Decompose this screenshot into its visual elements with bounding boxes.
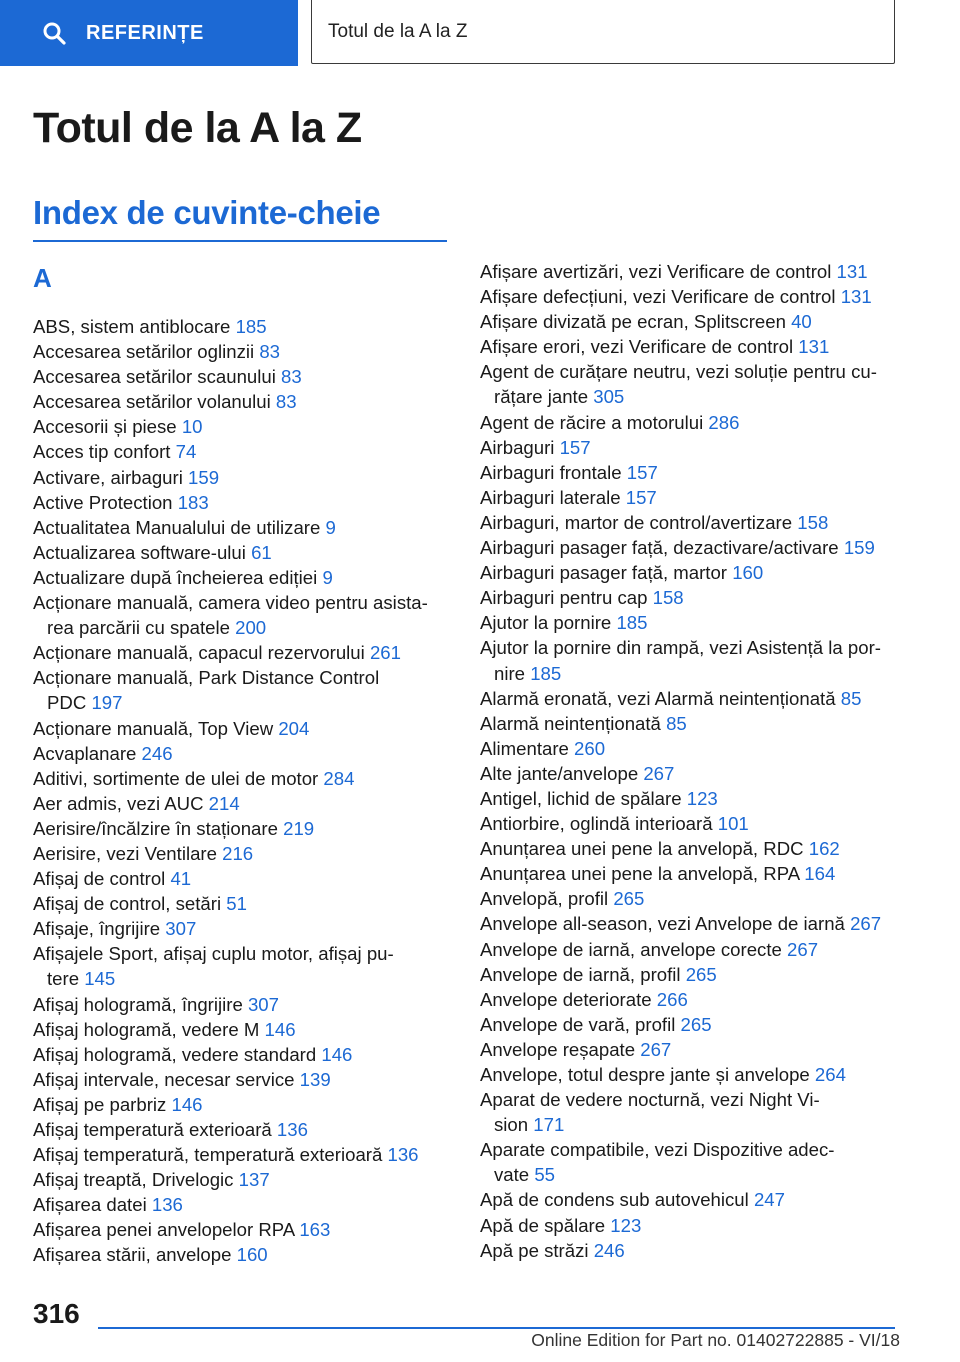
page-link[interactable]: 267 <box>850 913 882 935</box>
index-entry <box>33 1242 443 1267</box>
page-link[interactable]: 200 <box>235 617 267 639</box>
index-entry <box>33 1067 443 1092</box>
index-entry <box>480 811 900 836</box>
page-link[interactable]: 159 <box>843 537 875 559</box>
entry-text: Anvelope de iarnă, anvelope corecte <box>480 938 782 960</box>
page-link[interactable]: 216 <box>222 842 254 864</box>
index-entry <box>33 1167 443 1192</box>
entry-text: Antiorbire, oglindă interioară <box>480 813 713 835</box>
entry-text: Afișare divizată pe ecran, Splitscreen <box>480 311 786 333</box>
index-entry <box>480 410 900 435</box>
page-link[interactable]: 246 <box>593 1239 625 1261</box>
entry-text: Apă de condens sub autovehicul <box>480 1189 749 1211</box>
page-link[interactable]: 171 <box>533 1114 565 1136</box>
page-link[interactable]: 197 <box>91 692 123 714</box>
index-entry <box>480 334 900 359</box>
index-entry <box>480 686 900 711</box>
index-entry <box>480 987 900 1012</box>
page-link[interactable]: 101 <box>717 813 749 835</box>
page-link[interactable]: 183 <box>177 491 209 513</box>
entry-text: Afișaj treaptă, Drivelogic <box>33 1169 234 1191</box>
section-divider <box>33 240 447 242</box>
index-entry <box>480 1238 900 1263</box>
entry-text: Anunțarea unei pene la anvelopă, RPA <box>480 863 800 885</box>
entry-text: Anvelope deteriorate <box>480 988 652 1010</box>
page-link[interactable]: 139 <box>299 1068 331 1090</box>
page-link[interactable]: 55 <box>534 1164 556 1186</box>
page-link[interactable]: 267 <box>643 762 675 784</box>
index-entry <box>33 992 443 1017</box>
entry-text: Agent de curățare neutru, vezi soluție pentru cu- <box>480 361 877 383</box>
index-entry <box>480 284 900 309</box>
page-link[interactable]: 305 <box>593 386 625 408</box>
page-link[interactable]: 146 <box>321 1043 353 1065</box>
entry-text: Afișajele Sport, afișaj cuplu motor, afișaj pu- <box>33 943 394 965</box>
page-link[interactable]: 74 <box>175 441 197 463</box>
page-link[interactable]: 145 <box>84 968 116 990</box>
page-link[interactable]: 123 <box>686 787 718 809</box>
index-letter: A <box>33 263 52 293</box>
header-bar <box>0 0 960 68</box>
index-entry <box>33 515 443 540</box>
index-entry <box>33 1092 443 1117</box>
index-entry <box>33 439 443 464</box>
index-entry <box>33 465 443 490</box>
index-entry <box>33 891 443 916</box>
page-number: 316 <box>33 1298 80 1329</box>
entry-text: Acvaplanare <box>33 742 137 764</box>
entry-text: Antigel, lichid de spălare <box>480 787 682 809</box>
page-link[interactable]: 163 <box>299 1219 331 1241</box>
index-entry <box>480 510 900 535</box>
entry-text: Actualitatea Manualului de utilizare <box>33 516 321 538</box>
entry-text: Airbaguri pasager față, dezactivare/activare <box>480 537 839 559</box>
index-entry <box>480 1012 900 1037</box>
entry-text: Aerisire, vezi Ventilare <box>33 842 217 864</box>
index-entry <box>33 640 443 665</box>
entry-text: Anvelope all-season, vezi Anvelope de iarnă <box>480 913 845 935</box>
references-tab[interactable] <box>0 0 298 66</box>
page-link[interactable]: 247 <box>753 1189 785 1211</box>
entry-text: Acționare manuală, camera video pentru asista- <box>33 592 428 614</box>
entry-text: Accesarea setărilor scaunului <box>33 366 276 388</box>
entry-text: Afișarea stării, anvelope <box>33 1244 232 1266</box>
index-column-right <box>480 259 900 1263</box>
entry-text: Afișaj pe parbriz <box>33 1093 167 1115</box>
page-link[interactable]: 307 <box>247 993 279 1015</box>
entry-text: Active Protection <box>33 491 173 513</box>
entry-text: Acces tip confort <box>33 441 171 463</box>
page-link[interactable]: 261 <box>369 642 401 664</box>
entry-text: ABS, sistem antiblocare <box>33 316 231 337</box>
index-entry <box>33 414 443 439</box>
page-link[interactable]: 83 <box>259 341 281 363</box>
breadcrumb[interactable]: Totul de la A la Z <box>311 0 895 64</box>
page-link[interactable]: 157 <box>626 461 658 483</box>
index-entry <box>480 836 900 861</box>
entry-text: Activare, airbaguri <box>33 466 183 488</box>
entry-text: Agent de răcire a motorului <box>480 411 704 433</box>
entry-text: Acționare manuală, Top View <box>33 717 274 739</box>
edition-text: Online Edition for Part no. 01402722885 - VI/18 <box>531 1330 900 1350</box>
page-link[interactable]: 159 <box>188 466 220 488</box>
index-entry <box>33 490 443 515</box>
entry-text: Afișare avertizări, vezi Verificare de control <box>480 261 832 282</box>
entry-text: Airbaguri <box>480 436 555 458</box>
footer-divider <box>98 1327 895 1329</box>
page-link[interactable]: 146 <box>171 1093 203 1115</box>
index-entry <box>480 535 900 560</box>
entry-text-continued: PDC <box>47 692 87 714</box>
entry-text: Afișaj temperatură, temperatură exterioară <box>33 1144 383 1166</box>
entry-text-continued: vate <box>494 1164 530 1186</box>
page-link[interactable]: 158 <box>797 511 829 533</box>
page-link[interactable]: 185 <box>235 316 267 337</box>
page-link[interactable]: 267 <box>640 1038 672 1060</box>
page-link[interactable]: 160 <box>732 562 764 584</box>
index-entry <box>33 1217 443 1242</box>
page-title: Totul de la A la Z <box>33 104 362 152</box>
page-link[interactable]: 265 <box>680 1013 712 1035</box>
page-link[interactable]: 307 <box>165 918 197 940</box>
entry-text: Accesarea setărilor oglinzii <box>33 341 255 363</box>
entry-text: Actualizare după încheierea ediției <box>33 566 318 588</box>
entry-text: Afișaj hologramă, vedere M <box>33 1018 260 1040</box>
index-entry <box>480 886 900 911</box>
index-entry <box>33 364 443 389</box>
index-entry <box>33 816 443 841</box>
entry-text: Afișaje, îngrijire <box>33 918 161 940</box>
page-link[interactable]: 185 <box>530 662 562 684</box>
entry-text: Anunțarea unei pene la anvelopă, RDC <box>480 838 804 860</box>
index-entry <box>480 435 900 460</box>
page-link[interactable]: 85 <box>840 687 862 709</box>
page-link[interactable]: 137 <box>238 1169 270 1191</box>
index-entry <box>33 916 443 941</box>
entry-text: Afișarea datei <box>33 1194 147 1216</box>
page-link[interactable]: 131 <box>798 336 830 358</box>
page-link[interactable]: 157 <box>625 486 657 508</box>
entry-text: Acționare manuală, Park Distance Control <box>33 667 380 689</box>
index-entry <box>33 1117 443 1142</box>
page-link[interactable]: 266 <box>656 988 688 1010</box>
page-link[interactable]: 9 <box>322 566 333 588</box>
index-entry <box>480 1213 900 1238</box>
page-link[interactable]: 284 <box>323 767 355 789</box>
page-link[interactable]: 83 <box>281 366 302 388</box>
page-link[interactable]: 265 <box>613 888 645 910</box>
index-entry <box>480 911 900 936</box>
entry-text: Airbaguri laterale <box>480 486 621 508</box>
entry-text: Accesorii și piese <box>33 416 177 438</box>
index-entry <box>33 1017 443 1042</box>
index-entry <box>480 761 900 786</box>
index-entry <box>480 560 900 585</box>
index-entry <box>33 1142 443 1167</box>
references-label: REFERINȚE <box>86 21 204 44</box>
index-entry <box>480 635 900 685</box>
entry-text: Acționare manuală, capacul rezervorului <box>33 642 365 664</box>
entry-text: Anvelope de iarnă, profil <box>480 963 681 985</box>
page-link[interactable]: 286 <box>708 411 740 433</box>
page-link[interactable]: 10 <box>181 416 203 438</box>
entry-text-continued: rățare jante <box>494 386 589 408</box>
index-entry <box>480 786 900 811</box>
entry-text: Actualizarea software-ului <box>33 541 246 563</box>
index-list-right <box>480 259 900 1263</box>
index-entry <box>33 766 443 791</box>
page-link[interactable]: 265 <box>685 963 717 985</box>
page-link[interactable]: 131 <box>836 261 868 282</box>
index-entry <box>480 1062 900 1087</box>
index-entry <box>33 866 443 891</box>
entry-text: Airbaguri frontale <box>480 461 622 483</box>
entry-text: Aditivi, sortimente de ulei de motor <box>33 767 319 789</box>
index-entry <box>480 962 900 987</box>
index-entry <box>33 339 443 364</box>
page-link[interactable]: 246 <box>141 742 173 764</box>
page-link[interactable]: 214 <box>208 792 240 814</box>
entry-text: Ajutor la pornire <box>480 612 612 634</box>
entry-text: Accesarea setărilor volanului <box>33 391 271 413</box>
entry-text: Afișarea penei anvelopelor RPA <box>33 1219 295 1241</box>
page-link[interactable]: 219 <box>283 817 315 839</box>
entry-text: Afișaj hologramă, vedere standard <box>33 1043 317 1065</box>
page-link[interactable]: 51 <box>226 893 247 915</box>
index-entry <box>480 359 900 409</box>
index-column-left <box>33 264 443 1268</box>
index-entry <box>480 585 900 610</box>
index-entry <box>480 861 900 886</box>
entry-text: Alimentare <box>480 737 569 759</box>
entry-text: Anvelopă, profil <box>480 888 609 910</box>
index-entry <box>33 389 443 414</box>
index-entry <box>33 841 443 866</box>
entry-text: Aparat de vedere nocturnă, vezi Night Vi- <box>480 1089 820 1111</box>
page-link[interactable]: 123 <box>610 1214 642 1236</box>
index-entry <box>480 1137 900 1187</box>
entry-text: Aparate compatibile, vezi Dispozitive adec- <box>480 1139 835 1161</box>
index-entry <box>480 1187 900 1212</box>
entry-text: Alte jante/anvelope <box>480 762 639 784</box>
entry-text: Aerisire/încălzire în staționare <box>33 817 278 839</box>
index-entry <box>33 540 443 565</box>
page-link[interactable]: 146 <box>264 1018 296 1040</box>
entry-text: Afișaj de control <box>33 868 166 890</box>
page-link[interactable]: 61 <box>251 541 272 563</box>
entry-text-continued: rea parcării cu spatele <box>47 617 230 639</box>
index-entry <box>33 791 443 816</box>
entry-text: Afișare erori, vezi Verificare de control <box>480 336 794 358</box>
entry-text: Anvelope reșapate <box>480 1038 636 1060</box>
page-link[interactable]: 160 <box>236 1244 268 1266</box>
search-icon <box>42 21 66 45</box>
index-entry <box>480 937 900 962</box>
page-link[interactable]: 136 <box>387 1144 419 1166</box>
page-link[interactable]: 157 <box>559 436 591 458</box>
page-link[interactable]: 136 <box>276 1119 308 1140</box>
index-entry <box>33 314 443 339</box>
page-link[interactable]: 40 <box>791 311 812 333</box>
entry-text: Apă pe străzi <box>480 1239 589 1261</box>
index-entry <box>480 259 900 284</box>
entry-text-continued: tere <box>47 968 80 990</box>
entry-text-continued: sion <box>494 1114 529 1136</box>
page-link[interactable]: 136 <box>151 1194 183 1216</box>
index-entry <box>480 1037 900 1062</box>
entry-text: Anvelope, totul despre jante și anvelope <box>480 1064 810 1085</box>
entry-text: Afișaj hologramă, îngrijire <box>33 993 243 1015</box>
index-entry <box>480 1087 900 1137</box>
entry-text: Alarmă eronată, vezi Alarmă neintenționată <box>480 687 836 709</box>
index-entry <box>33 716 443 741</box>
index-entry <box>33 665 443 715</box>
page-link[interactable]: 260 <box>574 737 606 759</box>
index-entry <box>33 565 443 590</box>
page-link[interactable]: 9 <box>325 516 336 538</box>
index-entry <box>33 590 443 640</box>
index-entry <box>480 610 900 635</box>
page-link[interactable]: 264 <box>814 1064 846 1085</box>
page-link[interactable]: 162 <box>808 838 840 860</box>
entry-text: Apă de spălare <box>480 1214 606 1236</box>
index-entry <box>480 485 900 510</box>
section-title: Index de cuvinte-cheie <box>33 194 381 231</box>
page-link[interactable]: 85 <box>666 712 687 734</box>
entry-text: Anvelope de vară, profil <box>480 1013 676 1035</box>
index-entry <box>480 736 900 761</box>
index-entry <box>33 1042 443 1067</box>
entry-text: Airbaguri, martor de control/avertizare <box>480 511 793 533</box>
page-link[interactable]: 185 <box>616 612 648 634</box>
entry-text: Afișaj de control, setări <box>33 893 222 915</box>
entry-text-continued: nire <box>494 662 526 684</box>
page-link[interactable]: 83 <box>275 391 297 413</box>
index-entry <box>480 711 900 736</box>
page-link[interactable]: 41 <box>170 868 192 890</box>
entry-text: Aer admis, vezi AUC <box>33 792 204 814</box>
page-link[interactable]: 131 <box>840 286 872 308</box>
page-link[interactable]: 164 <box>804 863 836 885</box>
entry-text: Afișaj temperatură exterioară <box>33 1119 272 1140</box>
entry-text: Afișare defecțiuni, vezi Verificare de control <box>480 286 836 308</box>
entry-text: Afișaj intervale, necesar service <box>33 1068 295 1090</box>
entry-text: Airbaguri pasager față, martor <box>480 562 728 584</box>
index-entry <box>33 741 443 766</box>
entry-text: Airbaguri pentru cap <box>480 587 648 609</box>
index-entry <box>480 460 900 485</box>
index-entry <box>33 1192 443 1217</box>
entry-text: Ajutor la pornire din rampă, vezi Asistență la por- <box>480 637 881 659</box>
index-list-left <box>33 314 443 1268</box>
page-link[interactable]: 267 <box>787 938 819 960</box>
entry-text: Alarmă neintenționată <box>480 712 661 734</box>
page-link[interactable]: 204 <box>278 717 310 739</box>
index-entry <box>480 309 900 334</box>
page-link[interactable]: 158 <box>652 587 684 609</box>
index-entry <box>33 941 443 991</box>
